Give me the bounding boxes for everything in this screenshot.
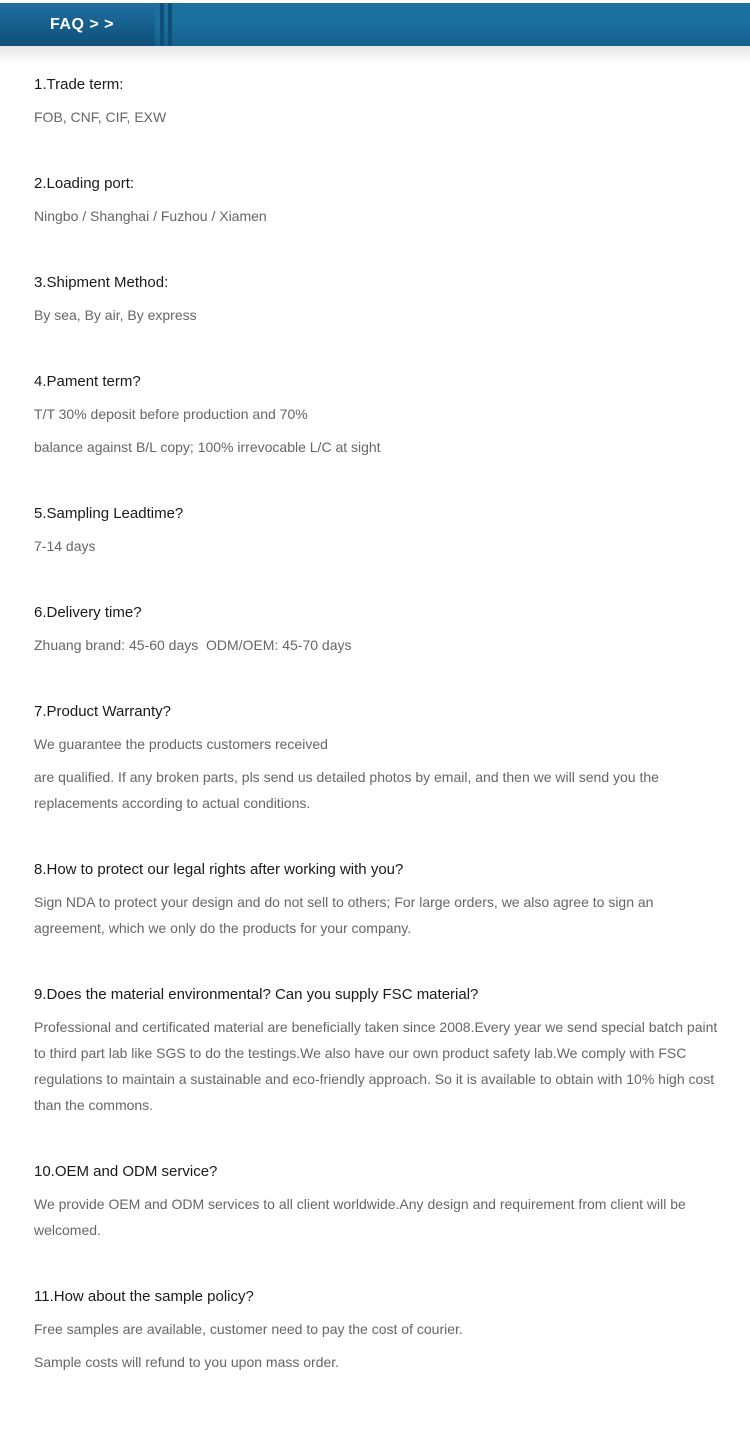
faq-question: 9.Does the material environmental? Can you supply FSC material? (34, 986, 479, 1003)
faq-question: 10.OEM and ODM service? (34, 1163, 218, 1180)
faq-question: 3.Shipment Method: (34, 274, 169, 291)
faq-answer: Free samples are available, customer need to pay the cost of courier. (34, 1321, 463, 1337)
faq-question: 6.Delivery time? (34, 604, 142, 621)
faq-question: 11.How about the sample policy? (34, 1288, 254, 1305)
faq-answer: 7-14 days (34, 538, 96, 554)
faq-question: 1.Trade term: (34, 76, 124, 93)
faq-answer: We provide OEM and ODM services to all client worldwide.Any design and requirement from client will be welcomed. (34, 1196, 686, 1238)
faq-answer: Sign NDA to protect your design and do not sell to others; For large orders, we also agree to sign an agreement, which we only do the products for your company. (34, 894, 654, 936)
faq-answer: Professional and certificated material are beneficially taken since 2008.Every year we send special batch paint to third part lab like SGS to do the testings.We also have our own product safety lab.We comply with FSC regulations to maintain a sustainable and eco-friendly approach. So it is available to obtain with 10% high cost than the commons. (34, 1019, 718, 1113)
faq-question: 4.Pament term? (34, 373, 141, 390)
faq-question: 5.Sampling Leadtime? (34, 505, 184, 522)
faq-question: 8.How to protect our legal rights after working with you? (34, 861, 404, 878)
faq-answer: By sea, By air, By express (34, 307, 197, 323)
faq-question: 7.Product Warranty? (34, 703, 171, 720)
faq-answer: FOB, CNF, CIF, EXW (34, 109, 167, 125)
faq-answer: Zhuang brand: 45-60 days ODM/OEM: 45-70 days (34, 637, 352, 653)
faq-question: 2.Loading port: (34, 175, 135, 192)
faq-answer: balance against B/L copy; 100% irrevocable L/C at sight (34, 439, 381, 455)
faq-answer: T/T 30% deposit before production and 70% (34, 406, 308, 422)
page-title: FAQ > > (50, 16, 114, 33)
faq-answer: Sample costs will refund to you upon mass order. (34, 1354, 340, 1370)
faq-answer: Ningbo / Shanghai / Fuzhou / Xiamen (34, 208, 267, 224)
faq-answer: We guarantee the products customers received (34, 736, 328, 752)
faq-answer: are qualified. If any broken parts, pls send us detailed photos by email, and then we will send you the replacements according to actual conditions. (34, 769, 659, 811)
